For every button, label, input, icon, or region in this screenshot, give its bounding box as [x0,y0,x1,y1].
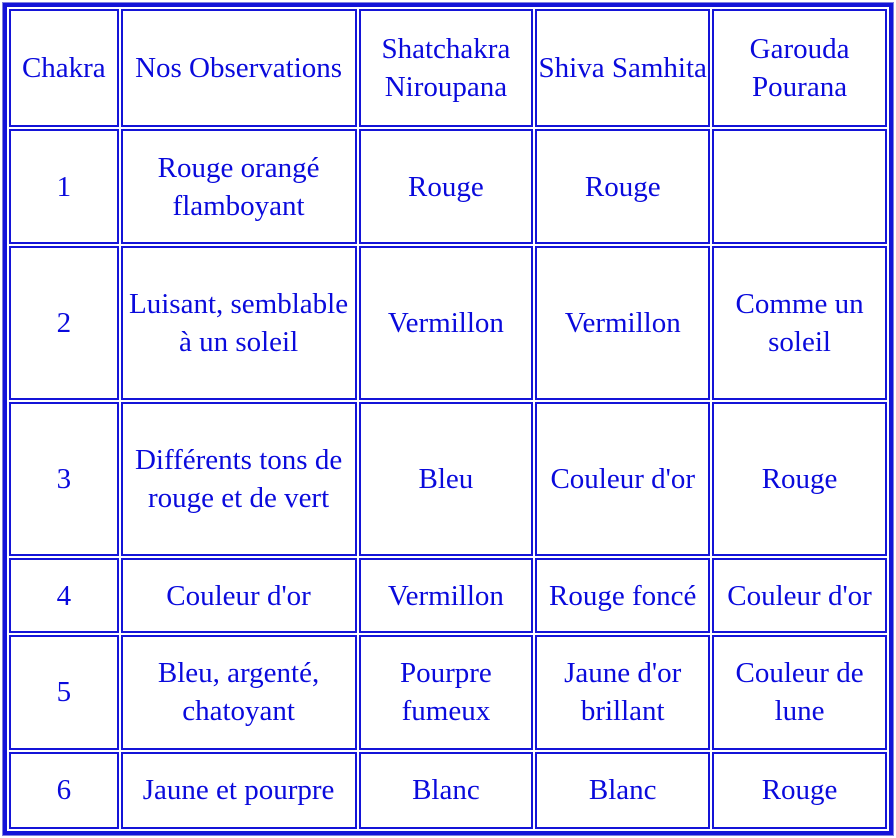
table-row [9,558,887,633]
chakra-number: 2 [9,246,119,400]
table-row [9,635,887,750]
table-header-row [9,9,887,127]
chakra-number: 1 [9,129,119,244]
cell-garouda: Couleur de lune [712,635,887,750]
chakra-number: 4 [9,558,119,633]
chakra-number: 3 [9,402,119,556]
cell-shiva: Rouge [535,129,710,244]
cell-observations: Bleu, argenté, chatoyant [121,635,357,750]
cell-observations: Couleur d'or [121,558,357,633]
cell-shatchakra: Vermillon [359,246,534,400]
cell-garouda: Comme un soleil [712,246,887,400]
cell-garouda: Rouge [712,752,887,829]
chakra-number: 6 [9,752,119,829]
cell-shatchakra: Bleu [359,402,534,556]
cell-garouda: Rouge [712,402,887,556]
chakra-color-table [3,3,893,835]
header-shatchakra-niroupana: Shatchakra Niroupana [359,9,534,127]
cell-observations: Différents tons de rouge et de vert [121,402,357,556]
table-row [9,402,887,556]
header-shiva-samhita: Shiva Samhita [535,9,710,127]
chakra-number: 5 [9,635,119,750]
cell-observations: Luisant, semblable à un soleil [121,246,357,400]
table-row [9,129,887,244]
cell-shiva: Couleur d'or [535,402,710,556]
cell-observations: Rouge orangé flamboyant [121,129,357,244]
header-nos-observations: Nos Observations [121,9,357,127]
cell-shiva: Vermillon [535,246,710,400]
cell-shiva: Jaune d'or brillant [535,635,710,750]
cell-garouda: Couleur d'or [712,558,887,633]
cell-observations: Jaune et pourpre [121,752,357,829]
cell-shatchakra: Pourpre fumeux [359,635,534,750]
cell-shiva: Rouge foncé [535,558,710,633]
table-row [9,246,887,400]
cell-shatchakra: Vermillon [359,558,534,633]
cell-shatchakra: Rouge [359,129,534,244]
header-garouda-pourana: Garouda Pourana [712,9,887,127]
cell-shatchakra: Blanc [359,752,534,829]
cell-shiva: Blanc [535,752,710,829]
cell-garouda [712,129,887,244]
header-chakra: Chakra [9,9,119,127]
table-row [9,752,887,829]
